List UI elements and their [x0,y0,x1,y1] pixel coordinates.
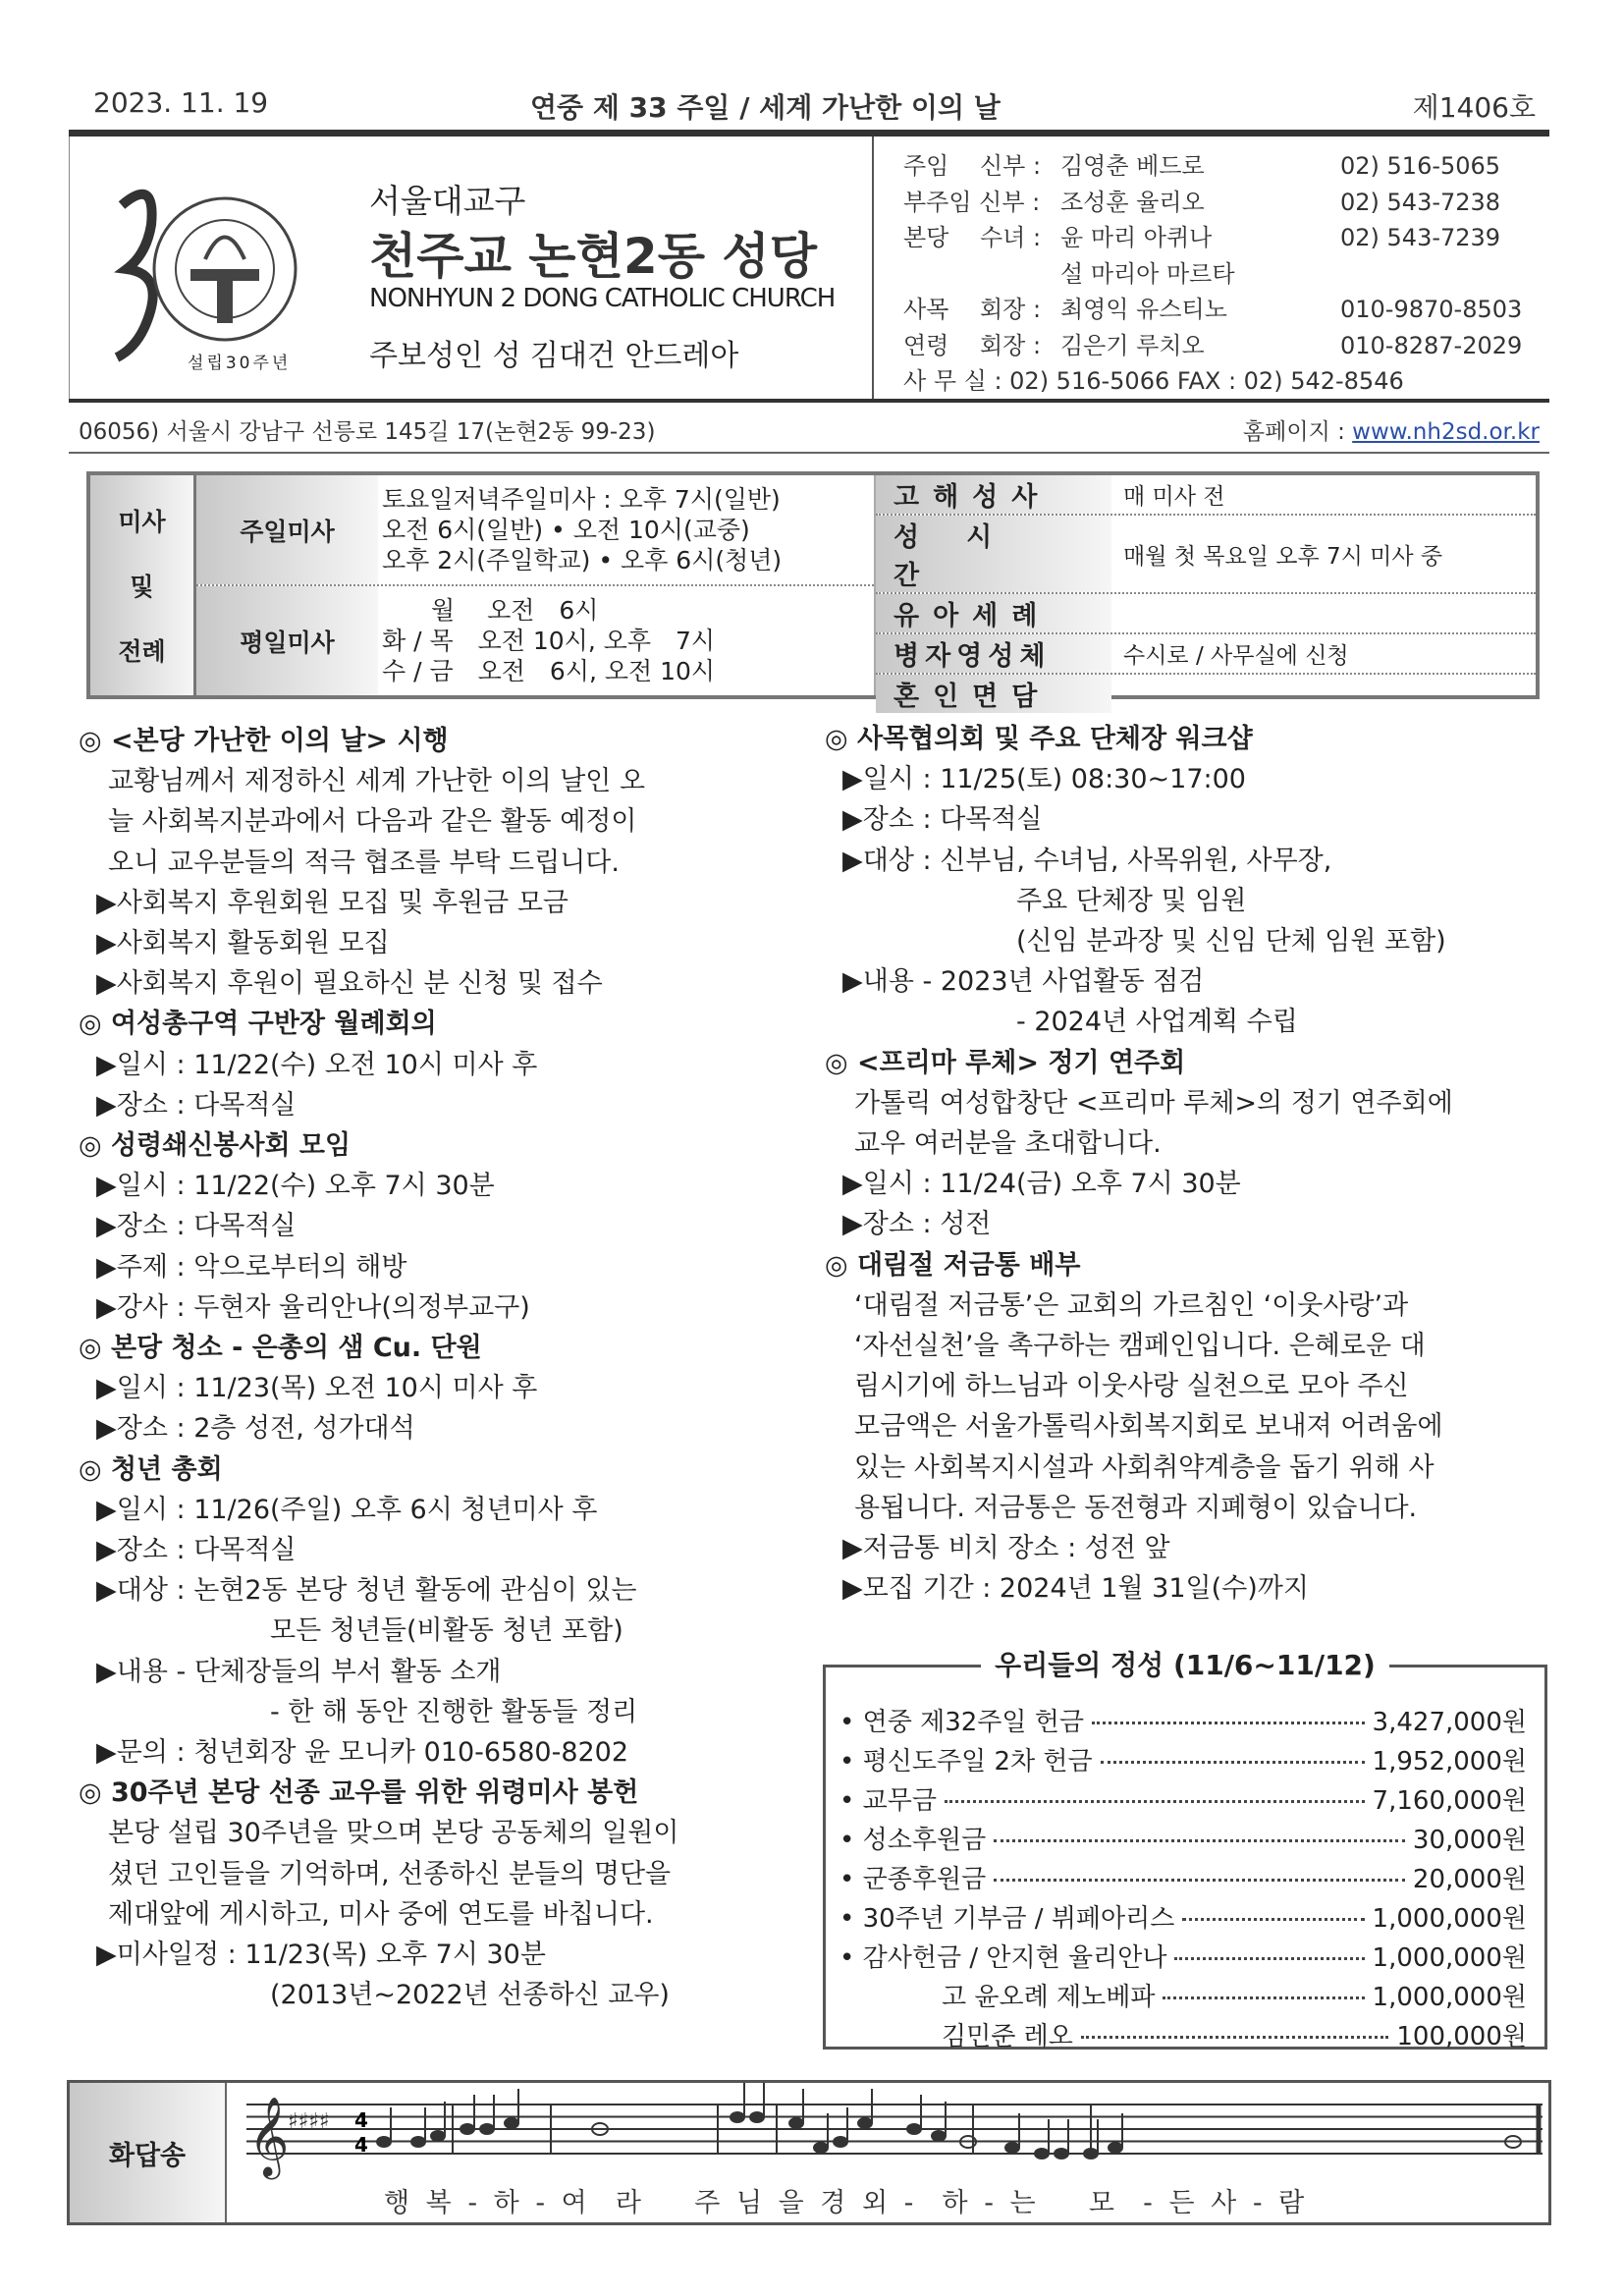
announcement-line: ▶일시 : 11/24(금) 오후 7시 30분 [842,1169,1241,1200]
announcement-line: ▶장소 : 다목적실 [96,1535,297,1566]
offering-title: 우리들의 정성 (11/6~11/12) [981,1649,1389,1681]
sacraments-list [874,475,1536,712]
psalm-lyrics: 행 복 - 하 - 여 라 주 님 을 경 외 - 하 - 는 모 - 든 사 - 람 [384,2188,1309,2218]
sacrament-row: 병자영성체 수시로 / 사무실에 신청 [876,632,1536,673]
offering-amount: 7,160,000원 [1372,1786,1527,1816]
announcement-line: ▶일시 : 11/25(토) 08:30~17:00 [842,764,1246,795]
offering-label: • 평신도주일 2차 헌금 [839,1747,1093,1777]
announcement-line: ▶내용 - 단체장들의 부서 활동 소개 [96,1656,502,1687]
contact-row: 주임 신부 : 김영춘 베드로 02) 516-5065 [903,152,1501,180]
contact-row: 설 마리아 마르타 [1060,259,1235,288]
svg-text:𝄞: 𝄞 [248,2096,290,2176]
announcement-line: ▶강사 : 두현자 율리안나(의정부교구) [96,1291,530,1323]
psalm-label: 화답송 [70,2083,227,2222]
sunday-mass-row: 주일미사 토요일저녁주일미사 : 오후 7시(일반) 오전 6시(일반) • 오전 10시(교중) 오후 2시(주일학교) • 오후 6시(청년) [196,475,874,584]
announcement-line: ▶사회복지 활동회원 모집 [96,928,390,959]
offering-amount: 1,000,000원 [1372,1943,1527,1973]
offering-row [839,1742,1527,1781]
offering-row [839,1821,1527,1860]
announcement-line: ▶장소 : 2층 성전, 성가대석 [96,1413,415,1445]
leader-dots [1101,1761,1365,1764]
announcement-line: ▶장소 : 다목적실 [96,1211,297,1242]
sacrament-row: 성시간 매월 첫 목요일 오후 7시 미사 중 [876,514,1536,592]
offering-label: • 30주년 기부금 / 뷔페아리스 [839,1904,1175,1934]
patron-saint: 주보성인 성 김대건 안드레아 [369,339,739,373]
announcement-line: ▶일시 : 11/23(목) 오전 10시 미사 후 [96,1373,538,1404]
announcement-line: ▶일시 : 11/22(수) 오후 7시 30분 [96,1171,495,1202]
announcement-line: ‘대림절 저금통’은 교회의 가르침인 ‘이웃사랑’과 [854,1289,1409,1321]
church-name-en: NONHYUN 2 DONG CATHOLIC CHURCH [369,284,836,313]
offering-amount: 30,000원 [1412,1826,1527,1855]
liturgical-title: 연중 제 33 주일 / 세계 가난한 이의 날 [530,91,1001,124]
leader-dots [994,1879,1405,1882]
leader-dots [1174,1957,1364,1960]
offering-amount: 100,000원 [1396,2022,1527,2051]
homepage-label: 홈페이지 : [1242,418,1345,445]
section-heading: ◎ 본당 청소 - 은총의 샘 Cu. 단원 [79,1333,482,1364]
announcement-line: ▶일시 : 11/22(수) 오전 10시 미사 후 [96,1049,538,1080]
announcement-line: 주요 단체장 및 임원 [1016,885,1247,916]
leader-dots [945,1800,1365,1803]
offering-label: • 군종후원금 [839,1865,987,1894]
sacrament-row: 고해성사 매 미사 전 [876,475,1536,514]
announcement-line: ▶대상 : 신부님, 수녀님, 사목위원, 사무장, [842,845,1332,876]
offering-amount: 3,427,000원 [1372,1708,1527,1737]
offering-row [839,1978,1527,2017]
offering-label: • 교무금 [839,1786,937,1816]
announcement-line: 있는 사회복지시설과 사회취약계층을 돕기 위해 사 [854,1451,1435,1483]
offering-label: 김민준 레오 [839,2022,1073,2051]
right-announcements [825,719,1551,1609]
contact-row: 연령 회장 : 김은기 루치오 010-8287-2029 [903,331,1523,359]
contact-list [903,148,1522,400]
svg-text:♯♯♯♯: ♯♯♯♯ [288,2109,330,2134]
offering-label: • 감사헌금 / 안지현 율리안나 [839,1943,1167,1973]
announcement-line: ▶내용 - 2023년 사업활동 점검 [842,966,1205,998]
announcement-line: ▶문의 : 청년회장 윤 모니카 010-6580-8202 [96,1737,629,1769]
announcement-line: ▶미사일정 : 11/23(목) 오후 7시 30분 [96,1940,546,1971]
sacrament-row: 유아세례 [876,592,1536,632]
announcement-line: 본당 설립 30주년을 맞으며 본당 공동체의 일원이 [108,1818,679,1849]
contact-row: 본당 수녀 : 윤 마리 아퀴나 02) 543-7239 [903,224,1501,251]
mass-side-label: 미사 및 전례 [90,475,196,695]
announcement-line: ▶저금통 비치 장소 : 성전 앞 [842,1533,1170,1564]
announcement-line: ‘자선실천’을 촉구하는 캠페인입니다. 은혜로운 대 [854,1331,1426,1362]
announcement-line: ▶대상 : 논현2동 본당 청년 활동에 관심이 있는 [96,1575,637,1607]
logo-caption: 설립30주년 [188,354,292,373]
announcement-line: ▶일시 : 11/26(주일) 오후 6시 청년미사 후 [96,1494,598,1525]
mass-schedule-table [86,471,1540,712]
offering-box [823,1649,1547,2051]
announcement-line: 셨던 고인들을 기억하며, 선종하신 분들의 명단을 [108,1858,672,1889]
section-heading: ◎ 여성총구역 구반장 월례회의 [79,1009,437,1040]
office-contact: 사 무 실 : 02) 516-5066 FAX : 02) 542-8546 [903,367,1404,395]
offering-amount: 20,000원 [1412,1865,1527,1894]
announcement-line: ▶장소 : 다목적실 [96,1089,297,1121]
offering-amount: 1,000,000원 [1372,1983,1527,2012]
announcement-line: - 한 해 동안 진행한 활동들 정리 [270,1696,638,1727]
announcement-line: 늘 사회복지분과에서 다음과 같은 활동 예정이 [108,806,637,838]
contact-row: 부주임 신부 : 조성훈 율리오 02) 543-7238 [903,188,1501,216]
offering-row [839,1703,1527,1742]
announcement-line: (신임 분과장 및 신임 단체 임원 포함) [1016,926,1446,957]
announcement-line: ▶장소 : 성전 [842,1209,992,1240]
svg-text:4: 4 [354,2108,368,2132]
section-heading: ◎ 30주년 본당 선종 교우를 위한 위령미사 봉헌 [79,1777,639,1809]
offering-label: • 연중 제32주일 헌금 [839,1708,1085,1737]
leader-dots [1163,1996,1364,1999]
archdiocese: 서울대교구 [369,182,526,220]
announcement-line: - 2024년 사업계획 수립 [1016,1007,1298,1038]
sacrament-row: 혼인면담 [876,673,1536,713]
address-bar [69,407,1549,454]
announcement-line: ▶모집 기간 : 2024년 1월 31일(수)까지 [842,1573,1309,1605]
offering-row [839,2017,1527,2056]
svg-text:4: 4 [354,2133,368,2157]
announcement-line: 림시기에 하느님과 이웃사랑 실천으로 모아 주신 [854,1371,1409,1402]
announcement-line: ▶사회복지 후원회원 모집 및 후원금 모금 [96,887,568,918]
contact-row: 사목 회장 : 최영익 유스티노 010-9870-8503 [903,296,1523,323]
announcement-line: 모든 청년들(비활동 청년 포함) [270,1615,623,1647]
announcement-line: 모금액은 서울가톨릭사회복지회로 보내져 어려움에 [854,1411,1443,1443]
church-logo [97,176,303,372]
offering-amount: 1,952,000원 [1372,1747,1527,1777]
offering-amount: 1,000,000원 [1372,1904,1527,1934]
music-staff [227,2083,1552,2181]
homepage-link[interactable]: www.nh2sd.or.kr [1352,418,1540,445]
announcement-line: (2013년~2022년 선종하신 교우) [270,1980,670,2011]
masthead [69,130,1549,403]
section-heading: ◎ 대림절 저금통 배부 [825,1249,1081,1281]
address: 06056) 서울시 강남구 선릉로 145길 17(논현2동 99-23) [79,418,656,445]
church-name: 천주교 논현2동 성당 [369,228,818,285]
weekday-mass-row: 평일미사 월 오전 6시 화 / 목 오전 10시, 오후 7시 수 / 금 오전 6시, 오전 10시 [196,584,874,695]
announcement-line: 제대앞에 게시하고, 미사 중에 연도를 바칩니다. [108,1898,654,1930]
announcement-line: ▶사회복지 후원이 필요하신 분 신청 및 접수 [96,968,603,1000]
left-announcements [79,721,805,2016]
announcement-line: 용됩니다. 저금통은 동전형과 지폐형이 있습니다. [854,1492,1418,1523]
offering-row [839,1939,1527,1978]
section-heading: ◎ <본당 가난한 이의 날> 시행 [79,726,449,756]
announcement-line: ▶주제 : 악으로부터의 해방 [96,1251,407,1283]
issue-date: 2023. 11. 19 [93,86,269,119]
psalm-response [67,2080,1551,2225]
offering-row [839,1781,1527,1821]
offering-row [839,1860,1527,1899]
leader-dots [1182,1918,1364,1921]
leader-dots [994,1839,1405,1842]
announcement-line: 오니 교우분들의 적극 협조를 부탁 드립니다. [108,847,620,878]
section-heading: ◎ 성령쇄신봉사회 모임 [79,1130,352,1162]
offering-label: • 성소후원금 [839,1826,987,1855]
offering-label: 고 윤오례 제노베파 [839,1983,1156,2012]
leader-dots [1092,1722,1365,1724]
announcement-line: 교우 여러분을 초대합니다. [854,1128,1162,1160]
leader-dots [1081,2036,1389,2039]
offering-row [839,1899,1527,1939]
section-heading: ◎ <프리마 루체> 정기 연주회 [825,1047,1186,1078]
section-heading: ◎ 사목협의회 및 주요 단체장 워크샵 [825,724,1253,754]
section-heading: ◎ 청년 총회 [79,1453,223,1485]
announcement-line: 교황님께서 제정하신 세계 가난한 이의 날인 오 [108,766,646,797]
issue-number: 제1406호 [1412,91,1536,124]
announcement-line: 가톨릭 여성합창단 <프리마 루체>의 정기 연주회에 [854,1087,1453,1119]
announcement-line: ▶장소 : 다목적실 [842,804,1043,836]
